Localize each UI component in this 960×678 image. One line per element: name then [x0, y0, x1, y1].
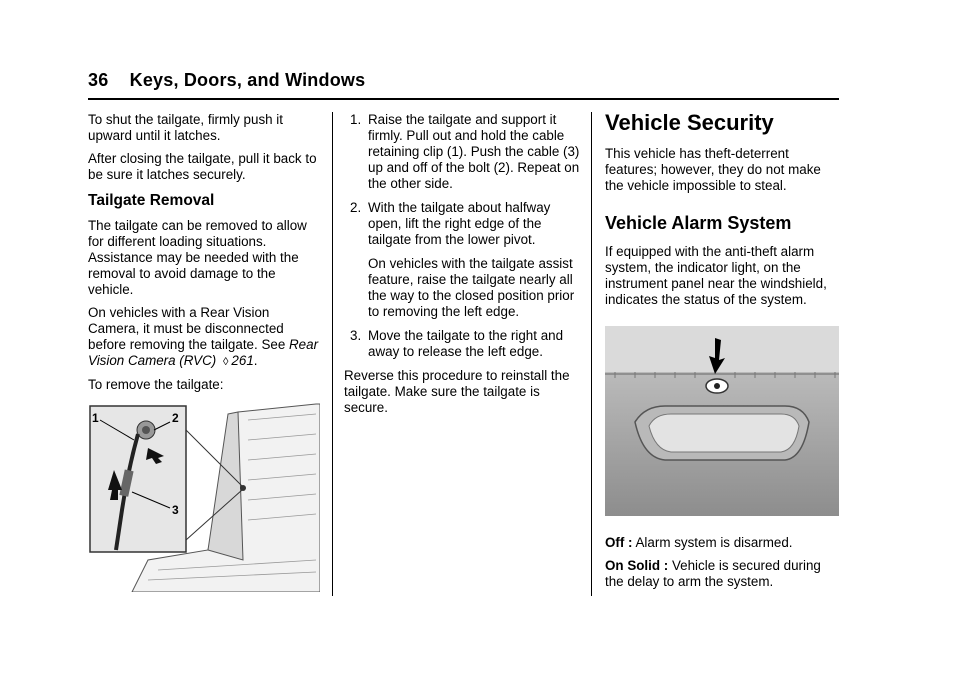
step-2-note: On vehicles with the tailgate assist feature, raise the tailgate nearly all the way to the closed position prior to removing the left edge.: [368, 256, 575, 319]
callout-3: 3: [172, 503, 179, 517]
status-off: [605, 535, 841, 551]
alarm-indicator-figure: [605, 326, 839, 516]
rvc-link[interactable]: Rear Vision Camera (RVC): [88, 337, 319, 368]
status-on-solid: [605, 558, 841, 590]
heading-tailgate-removal: Tailgate Removal: [88, 192, 215, 209]
step-3: [344, 328, 580, 360]
step-1: [344, 112, 580, 192]
paragraph-after-closing: After closing the tailgate, pull it back to be sure it latches securely.: [88, 151, 317, 182]
paragraph-alarm-indicator: If equipped with the anti-theft alarm system, the indicator light, on the instrument panel near the windshield, indicates the status of the system.: [605, 244, 827, 307]
column-divider-2: [591, 112, 592, 596]
rvc-page-ref[interactable]: 261: [231, 353, 254, 368]
step-text: Move the tailgate to the right and away to release the left edge.: [368, 328, 564, 359]
step-number: 2.: [350, 200, 362, 215]
heading-vehicle-alarm: Vehicle Alarm System: [605, 213, 792, 233]
paragraph-theft-deterrent: This vehicle has theft-deterrent features; however, they do not make the vehicle impossible to steal.: [605, 146, 821, 193]
page-ref-icon: ◊: [222, 356, 229, 368]
step-text: With the tailgate about halfway open, lift the right edge of the tailgate from the lower pivot.: [368, 200, 551, 247]
alarm-status-list: [605, 535, 841, 597]
rear-vision-text: On vehicles with a Rear Vision Camera, it must be disconnected before removing the tailgate. See: [88, 305, 286, 352]
header-rule: [88, 98, 839, 100]
column-2: [344, 112, 580, 423]
paragraph-to-remove: To remove the tailgate:: [88, 377, 224, 392]
paragraph-can-be-removed: The tailgate can be removed to allow for different loading situations. Assistance may be needed with the removal to avoid damage to the vehicle.: [88, 218, 307, 297]
paragraph-shut-tailgate: To shut the tailgate, firmly push it upward until it latches.: [88, 112, 284, 143]
tailgate-cable-figure: [88, 400, 320, 592]
callout-2: 2: [172, 411, 179, 425]
status-on-text: Vehicle is secured during the delay to arm the system.: [605, 558, 821, 589]
step-text: Raise the tailgate and support it firmly. Pull out and hold the cable retaining clip (1). Push the cable (3) up and off of the bolt (2). Repeat on the other side.: [368, 112, 580, 191]
callout-1: 1: [92, 411, 99, 425]
paragraph-reinstall: Reverse this procedure to reinstall the tailgate. Make sure the tailgate is secure.: [344, 368, 570, 415]
status-off-text: Alarm system is disarmed.: [635, 535, 793, 550]
step-number: 1.: [350, 112, 362, 127]
step-2: [344, 200, 580, 320]
column-3: [605, 110, 841, 315]
paragraph-rear-vision: On vehicles with a Rear Vision Camera, it must be disconnected before removing the tailgate. See Rear Vision Camera (RVC) ◊ 261.: [88, 305, 319, 368]
page-number: 36: [88, 70, 109, 90]
column-divider-1: [332, 112, 333, 596]
removal-steps: [344, 112, 580, 360]
step-number: 3.: [350, 328, 362, 343]
status-off-label: Off :: [605, 535, 633, 550]
section-title: Keys, Doors, and Windows: [129, 70, 366, 90]
page-header: [88, 70, 365, 91]
heading-vehicle-security: Vehicle Security: [605, 110, 774, 135]
status-on-label: On Solid :: [605, 558, 669, 573]
column-1: [88, 112, 323, 400]
